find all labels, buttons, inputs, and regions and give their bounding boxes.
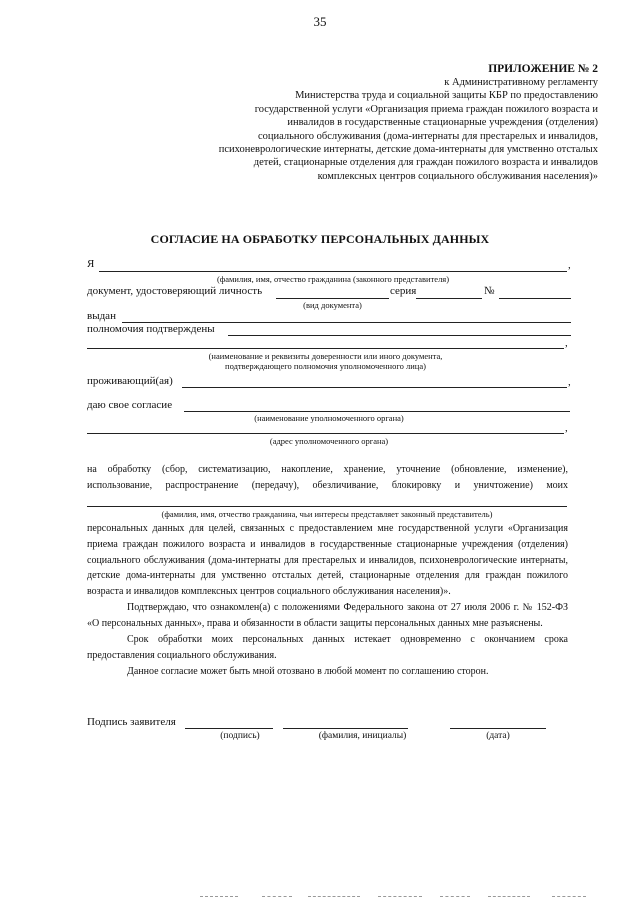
name-initials-field[interactable] <box>283 728 408 729</box>
document-type-field[interactable] <box>276 298 389 299</box>
series-label: серия <box>390 285 417 297</box>
scan-artifact <box>552 896 586 897</box>
ya-label: Я <box>87 258 95 270</box>
series-field[interactable] <box>416 298 482 299</box>
authority-caption: подтверждающего полномочия уполномоченного лица) <box>225 361 426 371</box>
residing-label: проживающий(ая) <box>87 375 173 387</box>
full-name-caption: (фамилия, имя, отчество гражданина (законного представителя) <box>216 274 450 284</box>
organ-address-field[interactable] <box>87 433 564 434</box>
comma: , <box>565 337 568 349</box>
signature-caption: (подпись) <box>220 731 260 741</box>
scan-artifact <box>378 896 422 897</box>
full-name-field[interactable] <box>99 271 567 272</box>
appendix-title: ПРИЛОЖЕНИЕ № 2 <box>488 63 598 75</box>
comma: , <box>568 376 571 388</box>
scan-artifact <box>440 896 470 897</box>
scan-artifact <box>200 896 238 897</box>
name-initials-caption: (фамилия, инициалы) <box>318 731 407 741</box>
consent-text-line: на обработку (сбор, систематизацию, накопление, хранение, уточнение (обновление, изменение), <box>87 464 568 475</box>
number-label: № <box>484 285 495 297</box>
authorized-organ-field[interactable] <box>184 411 570 412</box>
appendix-line: психоневрологические интернаты, детские дома-интернаты для умственно отсталых <box>218 144 598 156</box>
appendix-line: Министерства труда и социальной защиты КБР по предоставлению <box>295 90 598 102</box>
appendix-line: инвалидов в государственные стационарные учреждения (отделения) <box>287 117 598 129</box>
appendix-line: государственной услуги «Организация приема граждан пожилого возраста и <box>254 103 598 115</box>
consent-text-line: использование, распространение (передачу), обезличивание, блокировку и уничтожение) моих <box>87 480 568 491</box>
revocation-paragraph: Данное согласие может быть мной отозвано в любой момент по соглашению сторон. <box>127 666 489 677</box>
scan-artifact <box>488 896 530 897</box>
comma: , <box>565 422 568 434</box>
authority-field-continued[interactable] <box>87 348 564 349</box>
page-number: 35 <box>313 14 327 29</box>
date-field[interactable] <box>450 728 546 729</box>
appendix-line: социального обслуживания (дома-интернаты для престарелых и инвалидов, <box>257 130 598 142</box>
acknowledgement-paragraph: Подтверждаю, что ознакомлен(а) с положениями Федерального закона от 27 июля 2006 г. № 152-ФЗ «О персональных данных», права и обязанности в области защиты персональных данных мне разъяснены. <box>87 602 568 629</box>
appendix-line: комплексных центров социального обслуживания населения)» <box>317 170 598 182</box>
authorized-organ-caption: (наименование уполномоченного органа) <box>254 413 404 423</box>
scan-artifact <box>308 896 360 897</box>
consent-label: даю свое согласие <box>87 399 173 411</box>
date-caption: (дата) <box>486 731 510 741</box>
appendix-line: детей, стационарные отделения для граждан пожилого возраста и инвалидов <box>253 157 598 169</box>
represented-person-field[interactable] <box>87 506 567 507</box>
id-document-label: документ, удостоверяющий личность <box>87 285 263 297</box>
issued-label: выдан <box>87 310 116 322</box>
authority-caption: (наименование и реквизиты доверенности или иного документа, <box>208 351 443 361</box>
comma: , <box>568 259 571 271</box>
consent-purpose-paragraph: персональных данных для целей, связанных с предоставлением мне государственной услуги «Организация приема граждан пожилого возраста и инвалидов в государственные стационарные учреждения (отделения) социального обслуживания (дома-интернаты для престарелых и инвалидов, психоневрологические интернаты, детские дома-интернаты для умственно отсталых детей, стационарные отделения для граждан пожилого возраста и инвалидов комплексных центров социального обслуживания населения)». <box>87 523 568 598</box>
number-field[interactable] <box>499 298 571 299</box>
address-field[interactable] <box>182 387 567 388</box>
document-title: СОГЛАСИЕ НА ОБРАБОТКУ ПЕРСОНАЛЬНЫХ ДАННЫХ <box>150 232 490 246</box>
processing-term-paragraph: Срок обработки моих персональных данных истекает одновременно с окончанием срока предоставления социального обслуживания. <box>87 634 568 661</box>
scan-artifact <box>262 896 292 897</box>
signature-field[interactable] <box>185 728 273 729</box>
appendix-line: к Административному регламенту <box>444 77 598 88</box>
signature-label: Подпись заявителя <box>87 716 176 728</box>
authority-label: полномочия подтверждены <box>87 323 215 335</box>
authority-field[interactable] <box>228 335 571 336</box>
appendix-header <box>218 62 598 183</box>
document-type-caption: (вид документа) <box>303 300 362 310</box>
represented-person-caption: (фамилия, имя, отчество гражданина, чьи интересы представляет законный представитель) <box>161 509 493 519</box>
organ-address-caption: (адрес уполномоченного органа) <box>269 436 389 446</box>
